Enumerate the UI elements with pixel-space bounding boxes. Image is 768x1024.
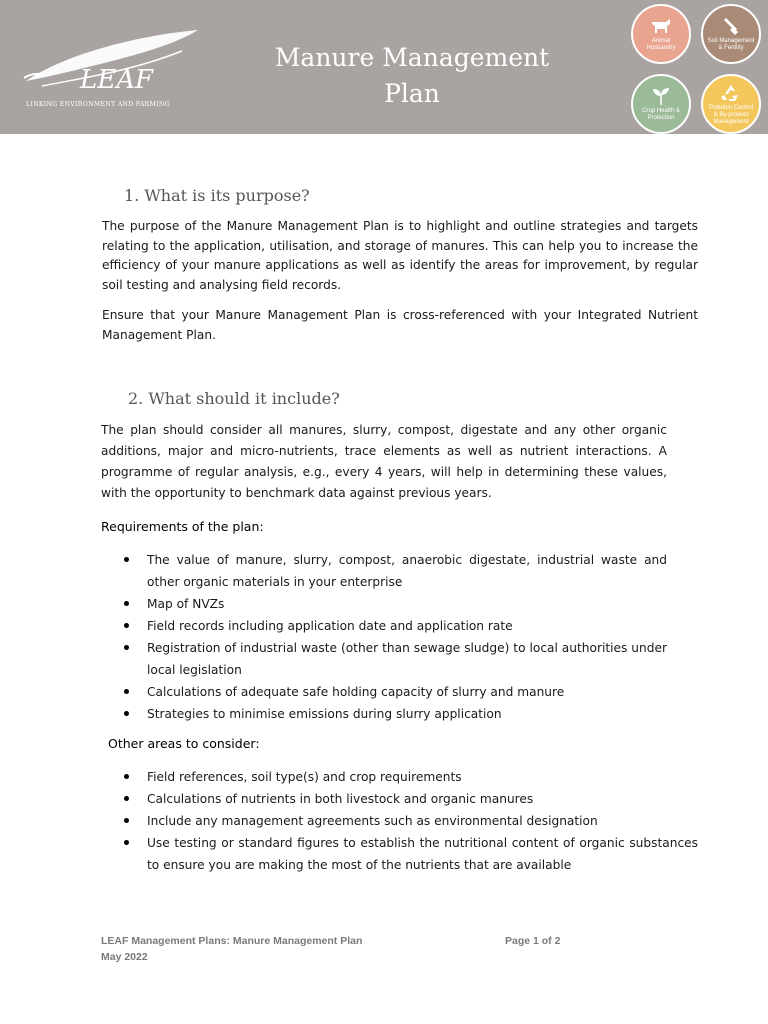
spade-icon (720, 16, 742, 36)
seedling-icon (650, 86, 672, 106)
requirements-heading: Requirements of the plan: (101, 519, 264, 534)
cross-reference-paragraph: Ensure that your Manure Management Plan is cross-referenced with your Integrated Nutrient Management Plan. (102, 308, 698, 342)
section-heading-include: 2. What should it include? (128, 389, 340, 408)
list-item: Use testing or standard figures to establish the nutritional content of organic substances to ensure you are making the most of the nutrients that are available (101, 832, 698, 876)
list-item: Registration of industrial waste (other than sewage sludge) to local authorities under local legislation (101, 637, 667, 681)
recycle-icon (720, 83, 742, 103)
cow-icon (650, 16, 672, 36)
list-item: Map of NVZs (101, 593, 667, 615)
page-title: Manure Management Plan (274, 43, 550, 108)
section-heading-purpose: 1. What is its purpose? (124, 186, 310, 205)
list-item: Include any management agreements such as environmental designation (101, 810, 698, 832)
list-item: Strategies to minimise emissions during slurry application (101, 703, 667, 725)
purpose-paragraph: The purpose of the Manure Management Plan is to highlight and outline strategies and targets relating to the application, utilisation, and storage of manures. This can help you to increase the efficiency of your manure applications as well as identify the areas for improvement, by regular soil testing and analysing field records. (102, 219, 698, 292)
list-item: Calculations of adequate safe holding capacity of slurry and manure (101, 681, 667, 703)
footer-page-number: Page 1 of 2 (505, 935, 561, 947)
badge-crop-health: Crop Health & Protection (631, 74, 691, 134)
list-item: Field records including application date and application rate (101, 615, 667, 637)
header-banner (0, 0, 768, 134)
include-paragraph: The plan should consider all manures, slurry, compost, digestate and any other organic additions, major and micro-nutrients, trace elements as well as nutrient interactions. A programme of regular analysis, e.g., every 4 years, will help in determining these values, with the opportunity to benchmark data against previous years. (101, 423, 667, 500)
footer-doc-title: LEAF Management Plans: Manure Management Plan (101, 935, 363, 947)
list-item: Calculations of nutrients in both livestock and organic manures (101, 788, 698, 810)
other-areas-list (101, 766, 698, 876)
badge-soil-management: Soil Management & Fertility (701, 4, 761, 64)
list-item: Field references, soil type(s) and crop requirements (101, 766, 698, 788)
requirements-list (101, 549, 667, 725)
other-areas-heading: Other areas to consider: (108, 736, 260, 751)
badge-animal-husbandry: Animal Husbandry (631, 4, 691, 64)
list-item: The value of manure, slurry, compost, anaerobic digestate, industrial waste and other organic materials in your enterprise (101, 549, 667, 593)
svg-text:LEAF: LEAF (80, 65, 154, 95)
badge-pollution-control: Pollution Control & By-product Management (701, 74, 761, 134)
footer-date: May 2022 (101, 951, 148, 963)
logo-tagline: LINKING ENVIRONMENT AND FARMING (26, 101, 170, 108)
